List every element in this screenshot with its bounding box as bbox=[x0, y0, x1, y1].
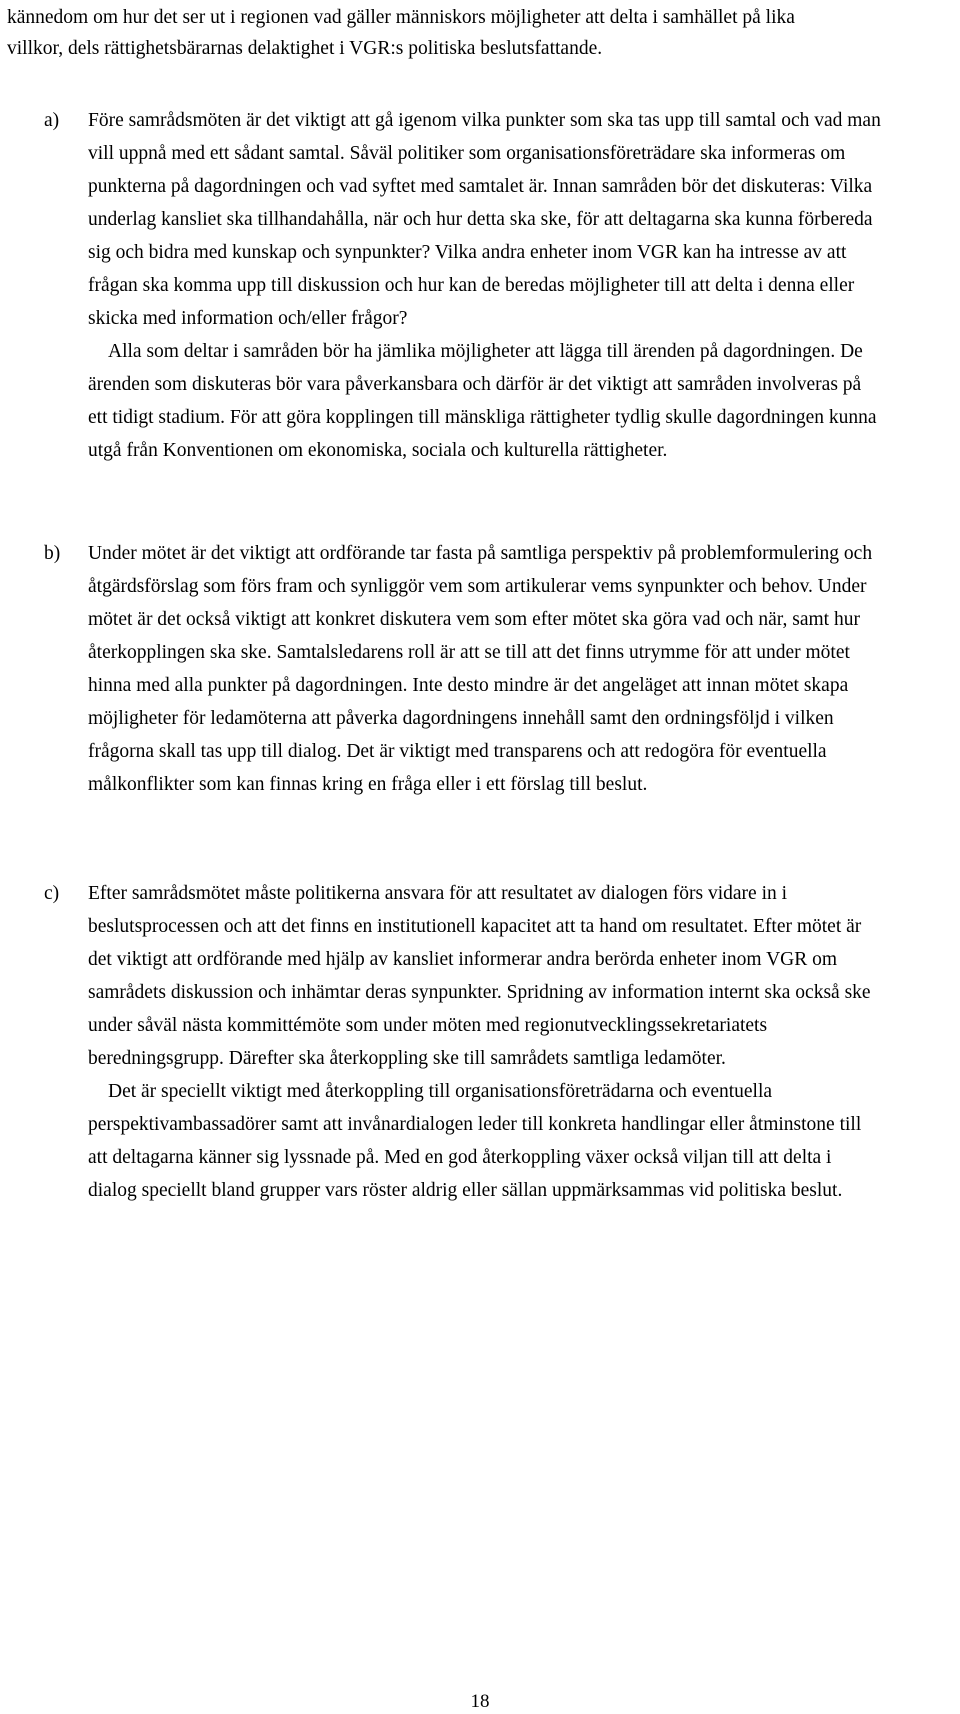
list-marker-b: b) bbox=[44, 543, 61, 564]
paragraph-a-1: Före samrådsmöten är det viktigt att gå igenom vilka punkter som ska tas upp till samtal och vad man vill uppnå med ett sådant samtal. Såväl politiker som organisationsföreträdare ska informeras om punkterna på dagordningen och vad syftet med samtalet är. Innan samråden bör det diskuteras: Vilka underlag kansliet ska tillhandahålla, när och hur detta ska ske, för att deltagarna ska kunna förbereda sig och bidra med kunskap och synpunkter? Vilka andra enheter inom VGR kan ha intresse av att frågan ska komma upp till diskussion och hur kan de beredas möjligheter till att delta i denna eller skicka med information och/eller frågor? bbox=[88, 110, 881, 329]
list-item-b-body bbox=[88, 537, 884, 801]
paragraph-c-2: Det är speciellt viktigt med återkoppling till organisationsföreträdarna och eventuella perspektivambassadörer samt att invånardialogen leder till konkreta handlingar eller åtminstone till att deltagarna känner sig lyssnade på. Med en god återkoppling växer också viljan till att delta i dialog speciellt bland grupper vars röster aldrig eller sällan uppmärksammas vid politiska beslut. bbox=[88, 1081, 862, 1201]
paragraph-b-1: Under mötet är det viktigt att ordförande tar fasta på samtliga perspektiv på problemformulering och åtgärdsförslag som förs fram och synliggör vem som artikulerar vems synpunkter och behov. Under mötet är det också viktigt att konkret diskutera vem som efter mötet ska göra vad och när, samt hur återkopplingen ska ske. Samtalsledarens roll är att se till att det finns utrymme för att under mötet hinna med alla punkter på dagordningen. Inte desto mindre är det angeläget att innan mötet skapa möjligheter för ledamöterna att påverka dagordningens innehåll samt den ordningsföljd i vilken frågorna skall tas upp till dialog. Det är viktigt med transparens och att redogöra för eventuella målkonflikter som kan finnas kring en fråga eller i ett förslag till beslut. bbox=[88, 543, 873, 795]
list-item-b bbox=[44, 537, 884, 801]
list-item-c bbox=[44, 877, 884, 1207]
list-item-a bbox=[44, 104, 884, 467]
list-marker-a: a) bbox=[44, 110, 60, 131]
list-item-a-body bbox=[88, 104, 884, 467]
list-marker-c: c) bbox=[44, 883, 60, 904]
page-number: 18 bbox=[470, 1691, 490, 1712]
paragraph-a-2: Alla som deltar i samråden bör ha jämlika möjligheter att lägga till ärenden på dagordningen. De ärenden som diskuteras bör vara påverkansbara och därför är det viktigt att samråden involveras på ett tidigt stadium. För att göra kopplingen till mänskliga rättigheter tydlig skulle dagordningen kunna utgå från Konventionen om ekonomiska, sociala och kulturella rättigheter. bbox=[88, 341, 877, 461]
paragraph-c-1: Efter samrådsmötet måste politikerna ansvara för att resultatet av dialogen förs vidare in i beslutsprocessen och att det finns en institutionell kapacitet att ta hand om resultatet. Efter mötet är det viktigt att ordförande med hjälp av kansliet informerar andra berörda enheter inom VGR om samrådets diskussion och inhämtar deras synpunkter. Spridning av information internt ska också ske under såväl nästa kommittémöte som under möten med regionutvecklingssekretariatets beredningsgrupp. Därefter ska återkoppling ske till samrådets samtliga ledamöter. bbox=[88, 883, 871, 1069]
list-item-c-body bbox=[88, 877, 884, 1207]
intro-paragraph: kännedom om hur det ser ut i regionen vad gäller människors möjligheter att delta i samhället på lika villkor, dels rättighetsbärarnas delaktighet i VGR:s politiska beslutsfattande. bbox=[7, 7, 795, 59]
